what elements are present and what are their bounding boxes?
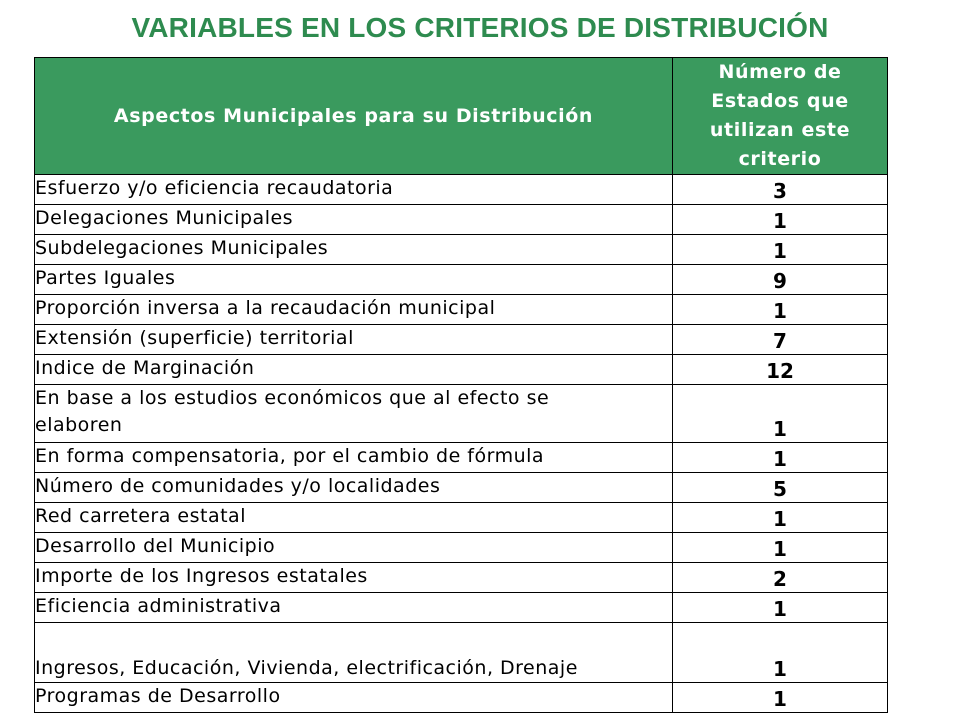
aspect-cell: Delegaciones Municipales: [35, 205, 673, 235]
aspect-cell: En base a los estudios económicos que al efecto se elaboren: [35, 385, 673, 443]
count-cell: 1: [673, 623, 888, 683]
count-cell: 1: [673, 503, 888, 533]
table-row: [35, 683, 888, 713]
table-row: [35, 325, 888, 355]
page-title: VARIABLES EN LOS CRITERIOS DE DISTRIBUCIÓN: [131, 12, 829, 43]
table-row: [35, 503, 888, 533]
aspect-cell: Programas de Desarrollo: [35, 683, 673, 713]
table-row: [35, 265, 888, 295]
count-cell: 1: [673, 205, 888, 235]
count-cell: 1: [673, 235, 888, 265]
table-row: [35, 593, 888, 623]
count-cell: 1: [673, 295, 888, 325]
count-cell: 9: [673, 265, 888, 295]
aspect-cell: Proporción inversa a la recaudación municipal: [35, 295, 673, 325]
count-cell: 12: [673, 355, 888, 385]
aspect-cell: Ingresos, Educación, Vivienda, electrificación, Drenaje: [35, 623, 673, 683]
aspect-cell: Indice de Marginación: [35, 355, 673, 385]
header-count: Número de Estados que utilizan este criterio: [673, 58, 888, 175]
count-cell: 1: [673, 533, 888, 563]
aspect-cell: En forma compensatoria, por el cambio de fórmula: [35, 443, 673, 473]
header-aspect: Aspectos Municipales para su Distribución: [35, 58, 673, 175]
count-cell: 1: [673, 443, 888, 473]
aspect-cell: Eficiencia administrativa: [35, 593, 673, 623]
count-cell: 5: [673, 473, 888, 503]
aspect-cell: Esfuerzo y/o eficiencia recaudatoria: [35, 175, 673, 205]
table-row: [35, 235, 888, 265]
table-row: [35, 355, 888, 385]
count-cell: 1: [673, 593, 888, 623]
table-header-row: [35, 58, 888, 175]
criteria-table: [34, 57, 888, 713]
table-row: [35, 205, 888, 235]
aspect-cell: Subdelegaciones Municipales: [35, 235, 673, 265]
aspect-cell: Extensión (superficie) territorial: [35, 325, 673, 355]
count-cell: 7: [673, 325, 888, 355]
table-row: [35, 533, 888, 563]
aspect-cell: Partes Iguales: [35, 265, 673, 295]
count-cell: 3: [673, 175, 888, 205]
aspect-cell: Red carretera estatal: [35, 503, 673, 533]
table-row: [35, 443, 888, 473]
table-row: [35, 295, 888, 325]
table-row: [35, 473, 888, 503]
aspect-cell: Importe de los Ingresos estatales: [35, 563, 673, 593]
count-cell: 1: [673, 683, 888, 713]
count-cell: 2: [673, 563, 888, 593]
table-row: [35, 385, 888, 443]
table-row: [35, 623, 888, 683]
aspect-cell: Número de comunidades y/o localidades: [35, 473, 673, 503]
count-cell: 1: [673, 385, 888, 443]
table-row: [35, 563, 888, 593]
aspect-cell: Desarrollo del Municipio: [35, 533, 673, 563]
table-row: [35, 175, 888, 205]
